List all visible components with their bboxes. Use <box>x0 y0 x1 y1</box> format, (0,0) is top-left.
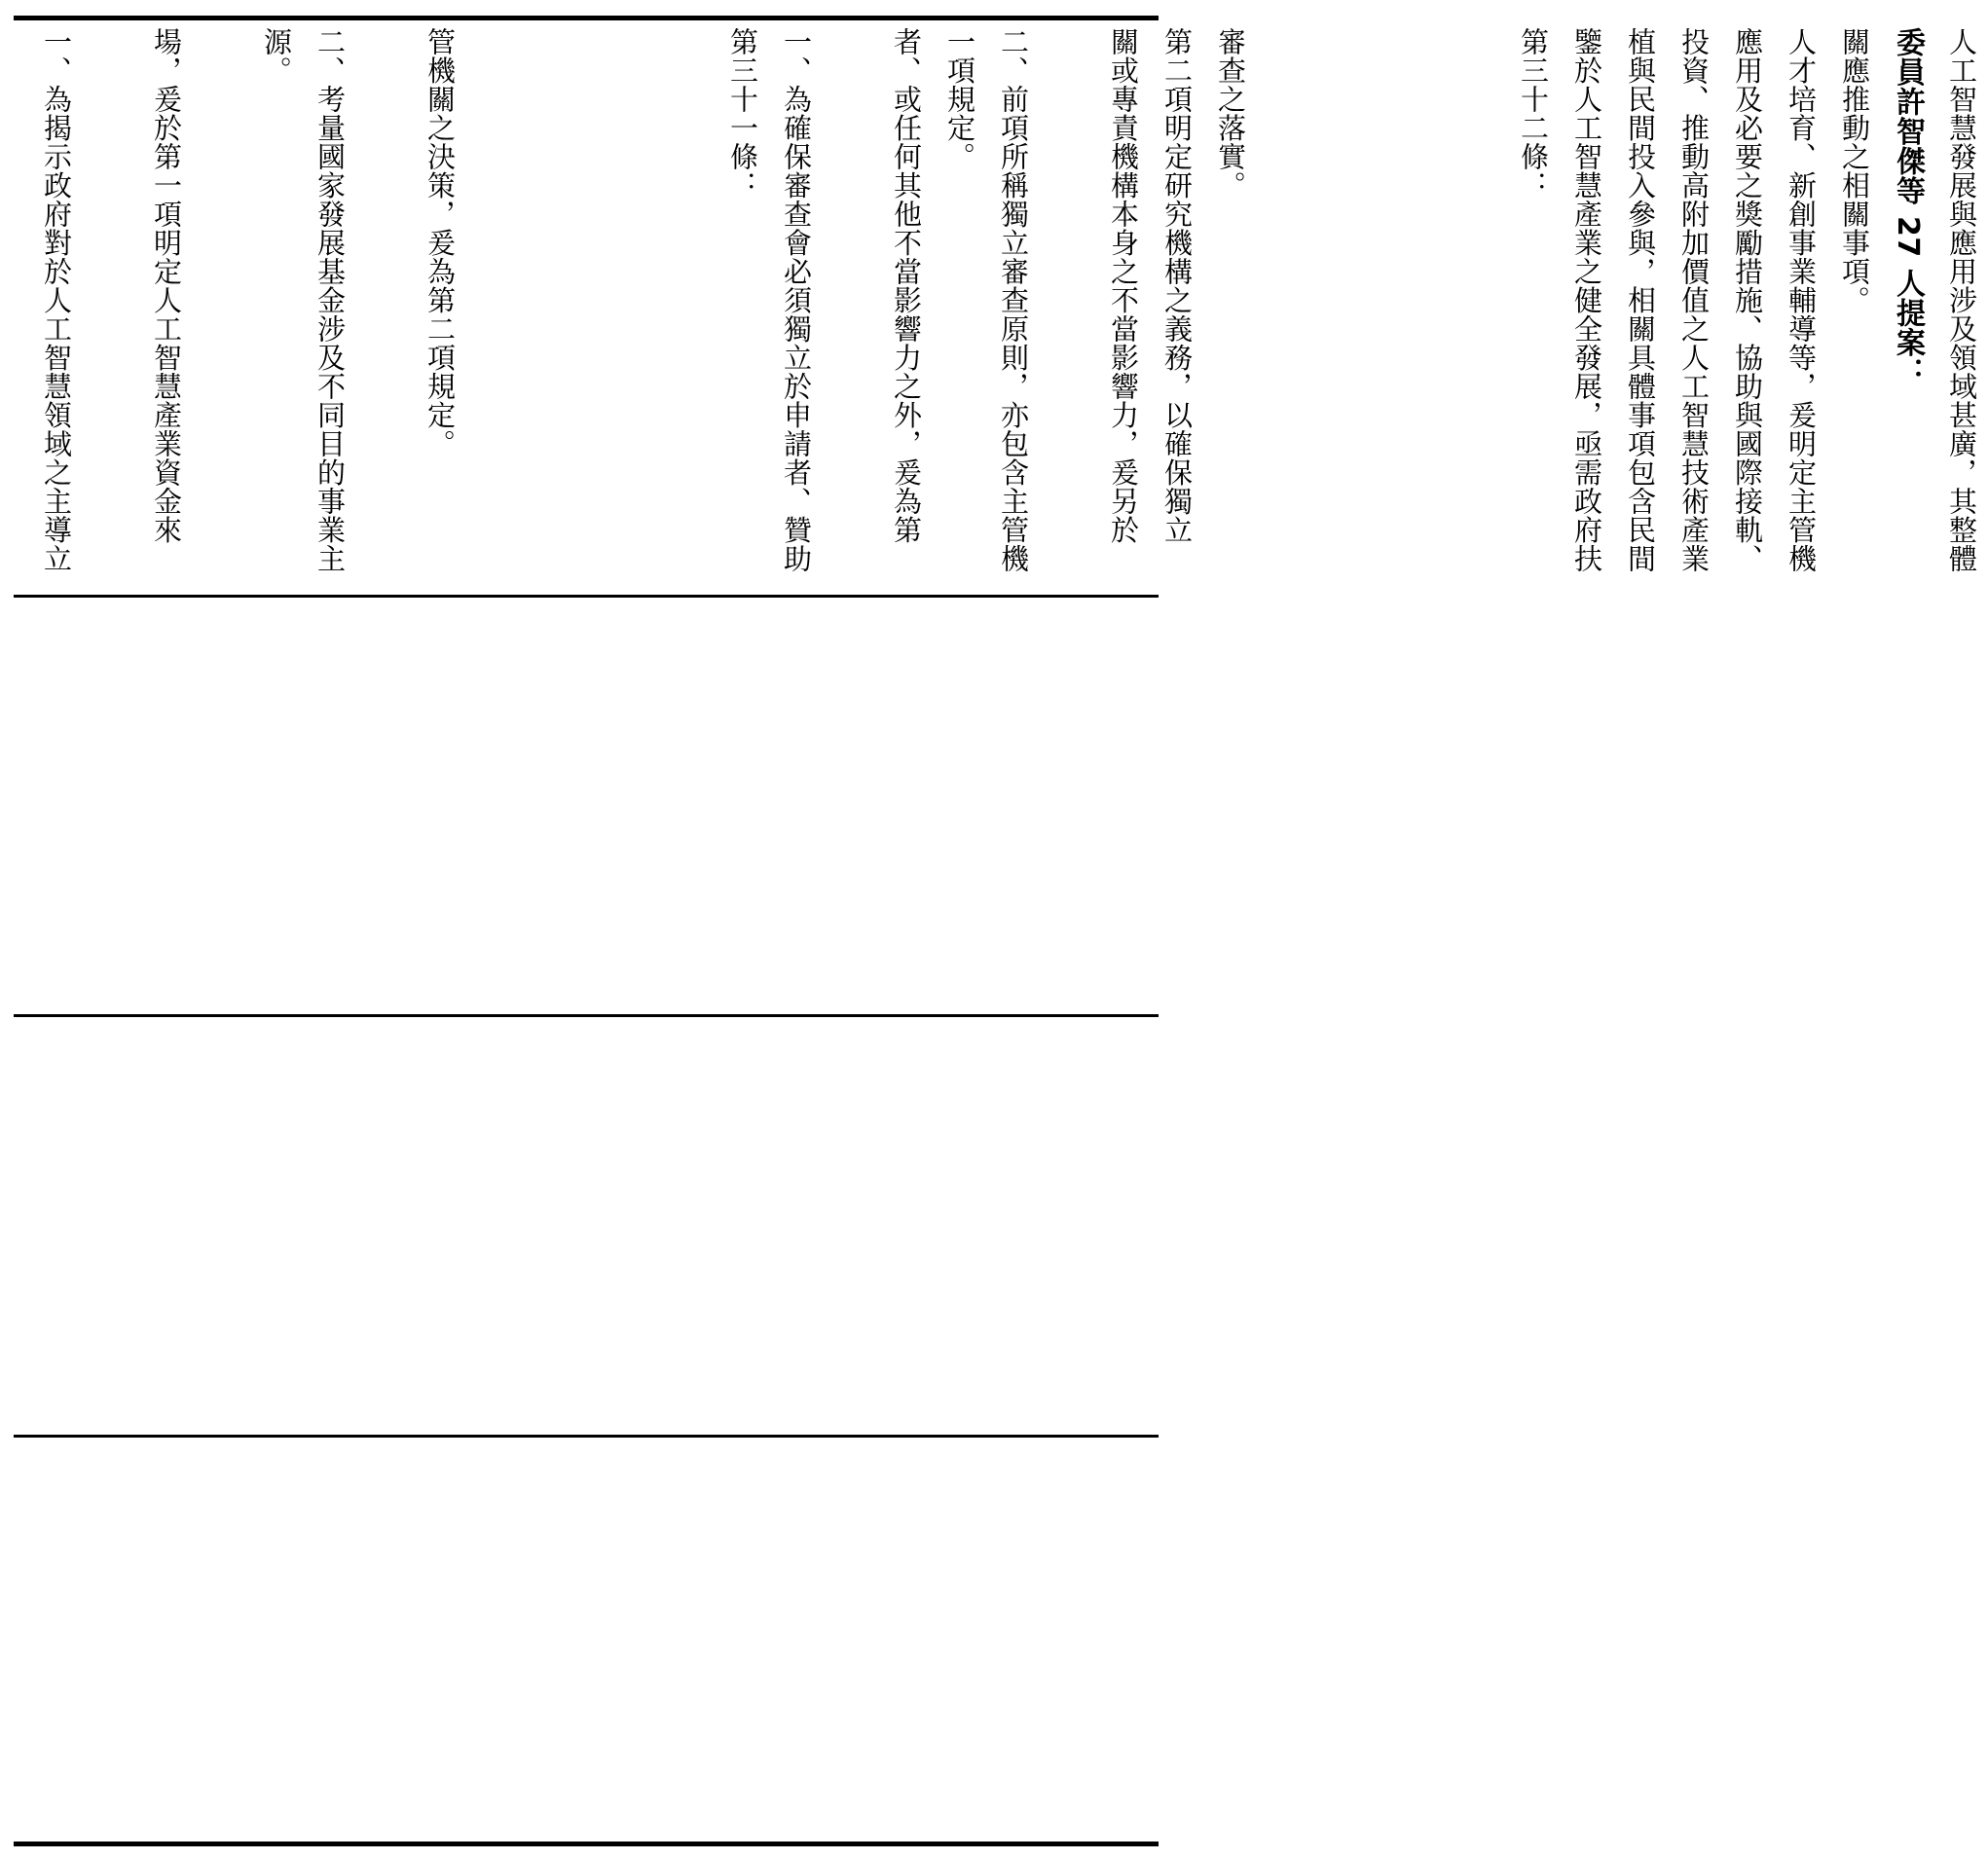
article-number: 第三十一條： <box>726 27 759 200</box>
text-line: 應用及必要之獎勵措施、協助與國際接軌、 <box>1731 27 1764 573</box>
explanation-item <box>29 27 83 588</box>
text-line: 場，爰於第一項明定人工智慧產業資金來 <box>150 27 183 544</box>
text-line: 投資、推動高附加價值之人工智慧技術產業 <box>1677 27 1711 573</box>
text-line: 審查之落實。 <box>1214 27 1247 200</box>
text-line: 管機關之決策，爰為第二項規定。 <box>423 27 457 458</box>
row-divider-1 <box>14 595 1159 598</box>
text-line: 一、為揭示政府對於人工智慧領域之主導立 <box>40 27 73 573</box>
bottom-rule <box>14 1842 1159 1846</box>
text-line: 鑒於人工智慧產業之健全發展，亟需政府扶 <box>1570 27 1603 573</box>
text-line: 二、前項所稱獨立審查原則，亦包含主管機 <box>997 27 1030 573</box>
top-rule <box>14 16 1159 20</box>
text-line: 人才培育、新創事業輔導等，爰明定主管機 <box>1785 27 1818 573</box>
explanation-text-column <box>29 27 1978 588</box>
explanation-item <box>986 27 1040 588</box>
text-line: 人工智慧發展與應用涉及領域甚廣，其整體 <box>1945 27 1978 573</box>
explanation-item <box>769 27 823 588</box>
text-line: 關應推動之相關事項。 <box>1838 27 1871 314</box>
row-divider-3 <box>14 1435 1159 1438</box>
text-line: 植與民間投入參與，相關具體事項包含民間 <box>1624 27 1657 573</box>
text-line: 者、或任何其他不當影響力之外，爰為第 <box>890 27 923 544</box>
proposal-heading: 委員許智傑等 27 人提案： <box>1891 27 1925 387</box>
row-divider-2 <box>14 1014 1159 1017</box>
explanation-item <box>303 27 356 588</box>
text-line: 二、考量國家發展基金涉及不同目的事業主 <box>313 27 347 573</box>
text-line: 關或專責機構本身之不當影響力，爰另於 <box>1107 27 1140 544</box>
article-number: 第三十二條： <box>1517 27 1550 200</box>
text-line: 一、為確保審查會必須獨立於申請者、贊助 <box>780 27 813 573</box>
text-line: 第二項明定研究機構之義務，以確保獨立 <box>1160 27 1194 544</box>
text-line: 源。 <box>260 27 293 85</box>
text-line: 一項規定。 <box>943 27 976 171</box>
